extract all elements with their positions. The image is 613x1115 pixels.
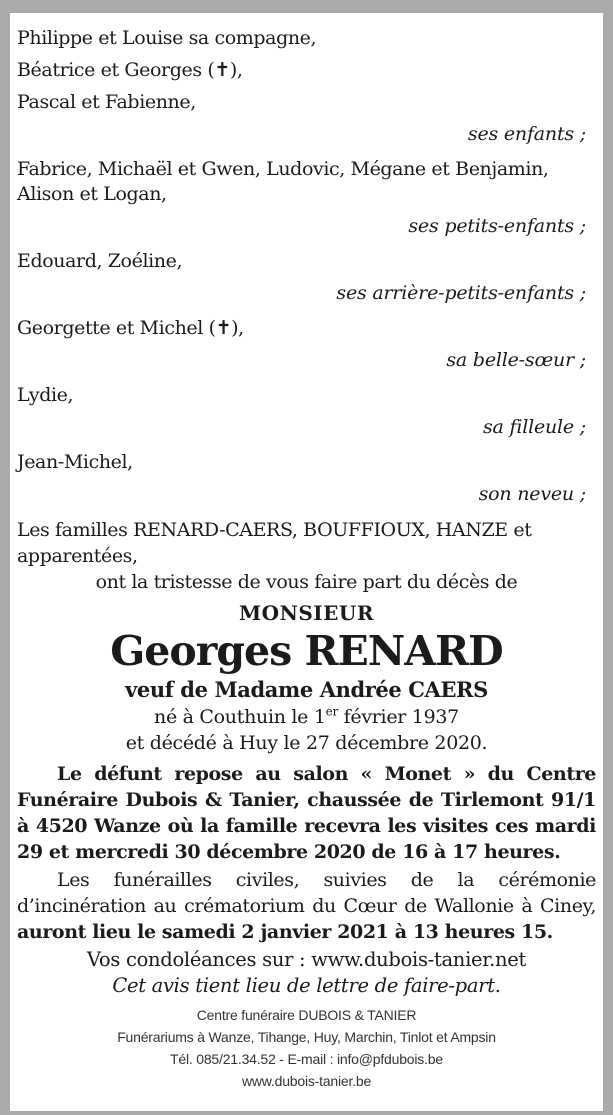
relative-names-line: Lydie, bbox=[17, 384, 74, 406]
relative-group bbox=[17, 26, 596, 147]
footer-section bbox=[17, 1004, 596, 1092]
birth-line-suffix: février 1937 bbox=[337, 706, 459, 728]
relative-names-line: Georgette et Michel (✝), bbox=[17, 317, 244, 339]
footer-contact: Tél. 085/21.34.52 - E-mail : info@pfdubois.be bbox=[170, 1051, 443, 1067]
condolences-line bbox=[17, 947, 596, 973]
footer-locations: Funérariums à Wanze, Tihange, Huy, Marchin, Tinlot et Ampsin bbox=[117, 1029, 496, 1045]
relative-group bbox=[17, 157, 596, 239]
repose-paragraph: Le défunt repose au salon « Monet » du Centre Funéraire Dubois & Tanier, chaussée de Tirlemont 91/1 à 4520 Wanze où la famille recevra les visites ces mardi 29 et mercredi 30 décembre 2020 de 16 à 17 heures. bbox=[17, 763, 596, 863]
relation-label: ses arrière-petits-enfants ; bbox=[336, 282, 586, 304]
relation-label: son neveu ; bbox=[478, 483, 586, 505]
condolences-url: www.dubois-tanier.net bbox=[311, 948, 527, 971]
funeral-paragraph bbox=[17, 867, 596, 945]
funeral-text-bold: auront lieu le samedi 2 janvier 2021 à 13 heures 15. bbox=[17, 921, 553, 943]
relative-names-line: Pascal et Fabienne, bbox=[17, 91, 196, 113]
spouse-line: veuf de Madame Andrée CAERS bbox=[125, 677, 488, 702]
footer-website: www.dubois-tanier.be bbox=[241, 1073, 372, 1089]
relative-names-line: Béatrice et Georges (✝), bbox=[17, 59, 243, 81]
relatives-section bbox=[17, 26, 596, 507]
condolences-label: Vos condoléances sur : bbox=[86, 948, 312, 971]
relative-names-line: Philippe et Louise sa compagne, bbox=[17, 27, 317, 49]
footer-company: Centre funéraire DUBOIS & TANIER bbox=[196, 1007, 417, 1023]
relation-label: sa filleule ; bbox=[482, 416, 586, 438]
birth-line bbox=[17, 704, 596, 730]
families-line: Les familles RENARD-CAERS, BOUFFIOUX, HANZE et apparentées, bbox=[17, 519, 532, 567]
relative-names-line: Jean-Michel, bbox=[17, 451, 133, 473]
relative-group bbox=[17, 450, 596, 507]
obituary-card bbox=[10, 13, 603, 1111]
relation-label: sa belle-sœur ; bbox=[446, 349, 586, 371]
relation-label: ses enfants ; bbox=[467, 123, 586, 145]
relative-group bbox=[17, 383, 596, 440]
relative-names-line: Edouard, Zoéline, bbox=[17, 250, 183, 272]
civility-title: MONSIEUR bbox=[239, 601, 374, 625]
announcement-line: ont la tristesse de vous faire part du décès de bbox=[95, 571, 518, 593]
birth-line-prefix: né à Couthuin le 1 bbox=[154, 706, 326, 728]
relative-group bbox=[17, 249, 596, 306]
deceased-name: Georges RENARD bbox=[110, 627, 503, 675]
relative-names-line: Fabrice, Michaël et Gwen, Ludovic, Mégane et Benjamin, Alison et Logan, bbox=[17, 158, 549, 205]
relation-label: ses petits-enfants ; bbox=[408, 215, 586, 237]
funeral-text-normal: Les funérailles civiles, suivies de la cérémonie d’incinération au crématorium du Cœur de Wallonie à Ciney, bbox=[17, 869, 596, 917]
birth-line-superscript: er bbox=[325, 704, 338, 719]
relative-group bbox=[17, 316, 596, 373]
death-line: et décédé à Huy le 27 décembre 2020. bbox=[125, 732, 488, 754]
legal-notice-line: Cet avis tient lieu de lettre de faire-part. bbox=[112, 974, 501, 997]
